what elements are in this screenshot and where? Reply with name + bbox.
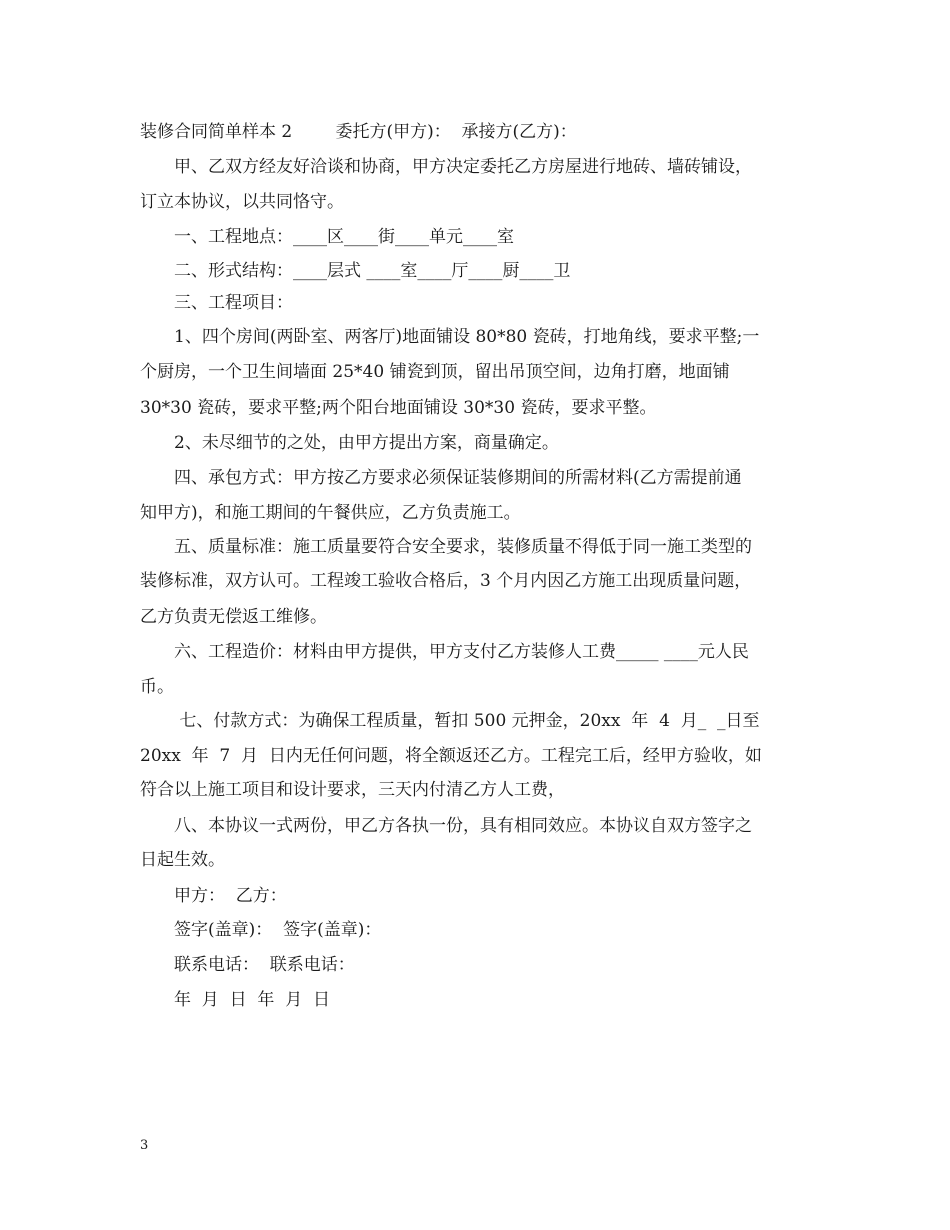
item2-line: 2、未尽细节的之处，由甲方提出方案，商量确定。 [174, 433, 559, 453]
header-line: 装修合同简单样本 2 委托方(甲方)： 承接方(乙方)： [140, 122, 577, 142]
contract-mode-line-2: 知甲方)，和施工期间的午餐供应，乙方负责施工。 [140, 503, 521, 523]
quality-line-1: 五、质量标准：施工质量要符合安全要求，装修质量不得低于同一施工类型的 [174, 537, 752, 557]
item1-line-2: 个厨房，一个卫生间墙面 25*40 铺瓷到顶，留出吊顶空间，边角打磨，地面铺 [140, 362, 730, 382]
quality-line-3: 乙方负责无偿返工维修。 [140, 607, 327, 627]
clause-location: 一、工程地点：____区____街____单元____室 [174, 227, 514, 247]
copies-line-2: 日起生效。 [140, 850, 225, 870]
payment-line-3: 符合以上施工项目和设计要求，三天内付清乙方人工费， [140, 780, 565, 800]
cost-line-2: 币。 [140, 677, 174, 697]
contract-mode-line-1: 四、承包方式：甲方按乙方要求必须保证装修期间的所需材料(乙方需提前通 [174, 468, 742, 488]
phones-line: 联系电话： 联系电话： [174, 955, 355, 975]
copies-line-1: 八、本协议一式两份，甲乙方各执一份，具有相同效应。本协议自双方签字之 [174, 816, 752, 836]
item1-line-1: 1、四个房间(两卧室、两客厅)地面铺设 80*80 瓷砖，打地角线，要求平整;一 [174, 327, 760, 347]
cost-line-1: 六、工程造价：材料由甲方提供，甲方支付乙方装修人工费_____ ____元人民 [174, 642, 749, 662]
payment-line-2: 20xx 年 7 月 日内无任何问题，将全额返还乙方。工程完工后，经甲方验收，如 [140, 746, 762, 766]
clause-project-heading: 三、工程项目： [174, 293, 293, 313]
parties-line: 甲方： 乙方： [174, 886, 287, 906]
intro-line-2: 订立本协议，以共同恪守。 [140, 192, 344, 212]
clause-structure: 二、形式结构：____层式 ____室____厅____厨____卫 [174, 261, 571, 281]
intro-line-1: 甲、乙双方经友好洽谈和协商，甲方决定委托乙方房屋进行地砖、墙砖铺设， [174, 157, 752, 177]
page-number: 3 [140, 1138, 149, 1153]
item1-line-3: 30*30 瓷砖，要求平整;两个阳台地面铺设 30*30 瓷砖，要求平整。 [140, 398, 657, 418]
quality-line-2: 装修标准，双方认可。工程竣工验收合格后，3 个月内因乙方施工出现质量问题， [140, 571, 752, 591]
signatures-line: 签字(盖章)： 签字(盖章)： [174, 920, 382, 940]
payment-line-1: 七、付款方式：为确保工程质量，暂扣 500 元押金，20xx 年 4 月_ _日至 [174, 711, 760, 731]
dates-line: 年 月 日 年 月 日 [174, 990, 331, 1010]
